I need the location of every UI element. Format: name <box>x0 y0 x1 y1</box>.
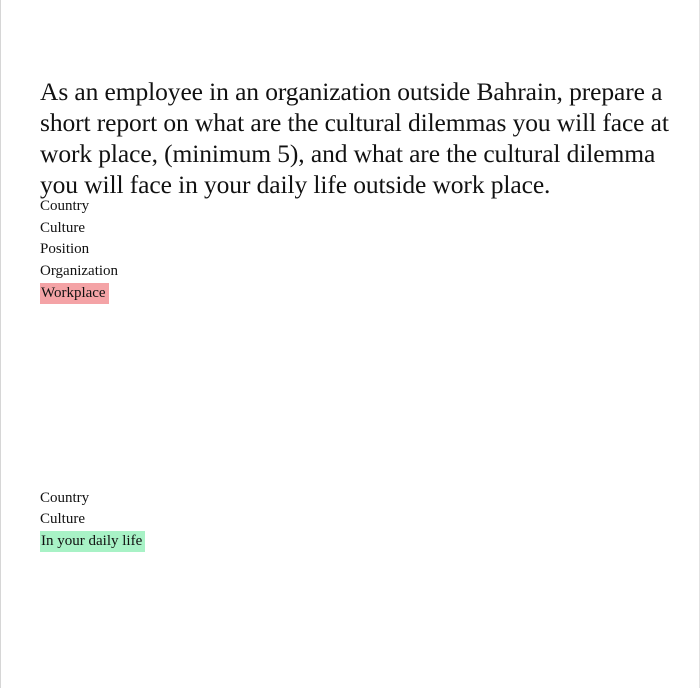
prompt-line: short report on what are the cultural dilemmas you will face at <box>40 108 669 137</box>
outline-item-position: Position <box>40 241 90 257</box>
workplace-heading-row <box>40 282 118 304</box>
outline-item-organization: Organization <box>40 262 119 279</box>
prompt-line: As an employee in an organization outside Bahrain, prepare a <box>40 77 663 106</box>
daily-life-outline <box>40 488 145 551</box>
outline-item-country: Country <box>40 198 90 214</box>
prompt-line: work place, (minimum 5), and what are the cultural dilemma <box>40 139 656 168</box>
prompt-line: you will face in your daily life outside work place. <box>40 170 551 199</box>
workplace-highlight-label: Workplace <box>40 283 109 304</box>
daily-life-heading-row <box>40 530 145 551</box>
outline-item-culture: Culture <box>40 511 85 527</box>
workplace-outline <box>40 196 118 304</box>
outline-item-country: Country <box>40 490 90 506</box>
assignment-prompt <box>40 76 680 200</box>
daily-life-highlight-label: In your daily life <box>40 531 145 552</box>
outline-item-culture: Culture <box>40 219 85 236</box>
